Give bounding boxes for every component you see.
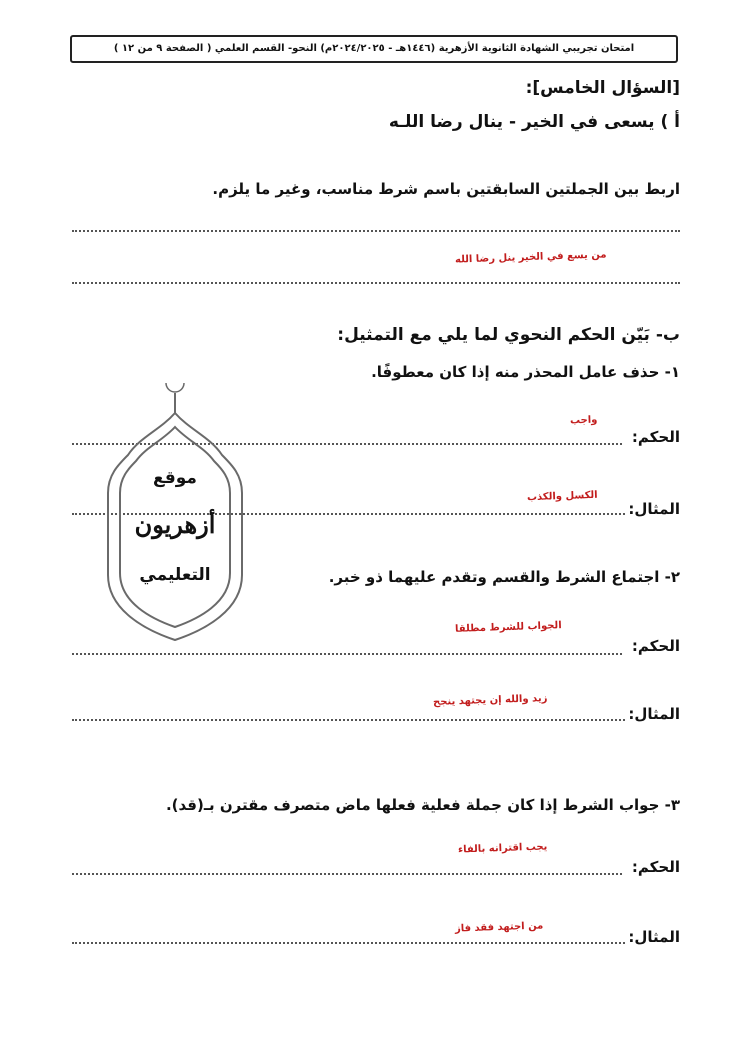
answer-line (72, 942, 625, 944)
item-2-text: ٢- اجتماع الشرط والقسم وتقدم عليهما ذو خبر. (328, 568, 680, 586)
item-3-ruling-label: الحكم: (631, 858, 680, 876)
answer-line (72, 873, 622, 875)
part-a-sentences: أ ) يسعى في الخير - ينال رضا اللـه (388, 112, 680, 132)
part-a-instruction: اربط بين الجملتين السابقتين باسم شرط مناسب، وغير ما يلزم. (212, 180, 680, 198)
item-3-ruling-answer: يجب اقترانه بالفاء (457, 841, 548, 856)
crescent-icon (166, 383, 184, 392)
item-3-example-label: المثال: (628, 928, 680, 946)
exam-header: امتحان تجريبي الشهادة الثانوية الأزهرية (١٤٤٦هـ - ٢٠٢٤/٢٠٢٥م) النحو- القسم العلمي ( الصفحة ٩ من ١٢ ) (70, 35, 678, 63)
logo-line2: أزهريون (134, 510, 216, 539)
logo-line1: موقع (153, 468, 197, 488)
item-1-text: ١- حذف عامل المحذر منه إذا كان معطوفًا. (371, 363, 680, 381)
part-a-answer: من يسع في الخير ينل رضا الله (454, 249, 607, 266)
item-3-text: ٣- جواب الشرط إذا كان جملة فعلية فعلها ماض متصرف مقترن بـ(قد). (165, 796, 680, 814)
item-2-example-label: المثال: (628, 705, 680, 723)
item-2-ruling-label: الحكم: (631, 637, 680, 655)
question-title: [السؤال الخامس]: (525, 78, 680, 98)
item-1-ruling-answer: واجب (569, 414, 598, 427)
logo-line3: التعليمي (139, 565, 211, 585)
site-logo (100, 375, 250, 645)
item-1-ruling-label: الحكم: (631, 428, 680, 446)
item-1-example-answer: الكسل والكذب (526, 489, 598, 504)
part-b-title: ب- بَيّن الحكم النحوي لما يلي مع التمثيل: (337, 325, 680, 345)
item-3-example-answer: من اجتهد فقد فاز (454, 920, 544, 935)
answer-line (72, 230, 680, 232)
item-2-example-answer: زيد والله إن يجتهد ينجح (432, 693, 548, 708)
item-1-example-label: المثال: (628, 500, 680, 518)
answer-line (72, 282, 680, 284)
answer-line (72, 653, 622, 655)
answer-line (72, 719, 625, 721)
item-2-ruling-answer: الجواب للشرط مطلقا (454, 620, 562, 635)
